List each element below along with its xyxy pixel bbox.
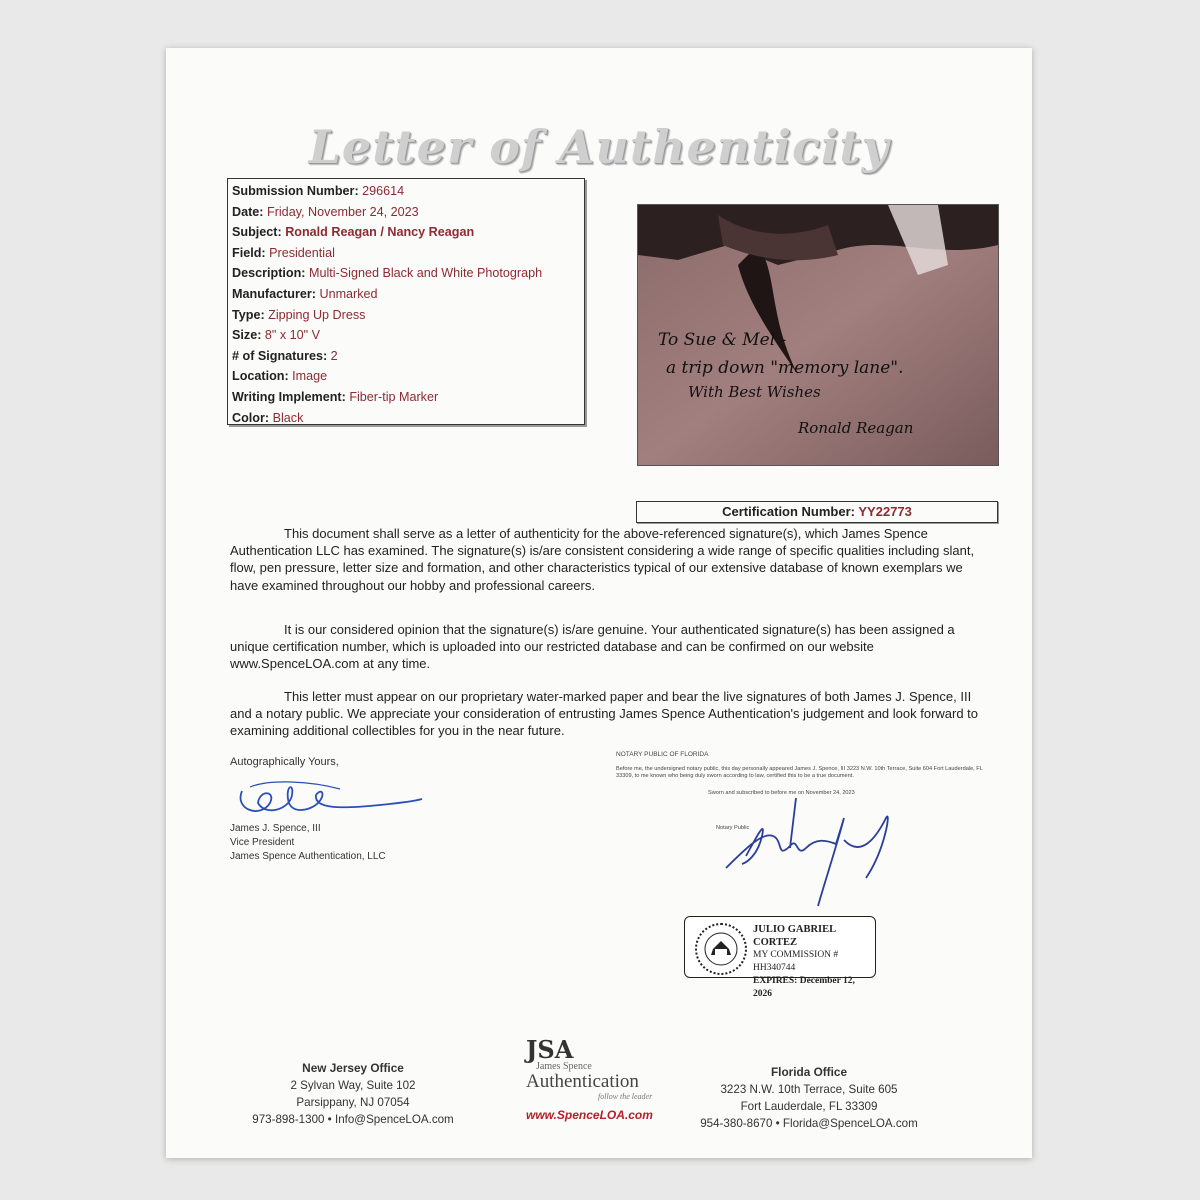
info-row-date — [232, 202, 580, 223]
info-label: Location: — [232, 369, 289, 384]
info-value: Image — [292, 369, 328, 384]
info-row-size — [232, 325, 580, 346]
info-label: Size: — [232, 328, 262, 343]
letter-paper — [166, 48, 1032, 1158]
info-row-type — [232, 305, 580, 326]
nj-office — [228, 1060, 478, 1128]
stamp-name: JULIO GABRIEL CORTEZ — [753, 924, 836, 948]
info-label: Field: — [232, 245, 266, 260]
info-value: Ronald Reagan / Nancy Reagan — [285, 225, 475, 240]
info-label: Submission Number: — [232, 184, 359, 198]
submission-info-box — [227, 178, 585, 425]
info-label: Manufacturer: — [232, 286, 316, 301]
fl-office-contact: 954-380-8670 • Florida@SpenceLOA.com — [700, 1117, 918, 1130]
signer-title: Vice President — [230, 837, 295, 848]
spence-signature — [230, 769, 430, 819]
jsa-logo — [526, 1035, 676, 1138]
fl-office-street: 3223 N.W. 10th Terrace, Suite 605 — [720, 1083, 898, 1096]
jsa-authentication: Authentication — [526, 1071, 639, 1092]
info-row-field — [232, 243, 580, 264]
info-value: 2 — [330, 348, 338, 363]
stamp-commission: MY COMMISSION # HH340744 — [753, 950, 839, 973]
cert-number: YY22773 — [858, 504, 912, 519]
info-row-description — [232, 263, 580, 284]
info-value: Fiber-tip Marker — [349, 389, 439, 404]
signer-name: James J. Spence, III — [230, 823, 321, 834]
signed-photograph — [637, 204, 999, 466]
info-value: Friday, November 24, 2023 — [267, 204, 419, 219]
info-row-submission — [232, 181, 580, 202]
info-label: Subject: — [232, 225, 282, 240]
info-label: Writing Implement: — [232, 389, 346, 404]
signer-company: James Spence Authentication, LLC — [230, 851, 386, 862]
nj-office-contact: 973-898-1300 • Info@SpenceLOA.com — [252, 1113, 454, 1126]
letter-title: Letter of Authenticity — [308, 120, 890, 174]
info-row-signatures — [232, 346, 580, 367]
cert-label: Certification Number: — [722, 504, 855, 519]
info-value: Zipping Up Dress — [268, 307, 366, 322]
info-value: Presidential — [269, 245, 335, 260]
info-value: 8" x 10" V — [264, 328, 321, 343]
inscription-line: a trip down "memory lane". — [666, 358, 904, 378]
jsa-name: James Spence — [536, 1061, 592, 1072]
info-label: Description: — [232, 266, 306, 281]
nj-office-city: Parsippany, NJ 07054 — [296, 1096, 410, 1109]
inscription-line: To Sue & Mel - — [658, 330, 787, 350]
fl-office — [684, 1064, 934, 1132]
info-label: Type: — [232, 307, 265, 322]
info-row-subject — [232, 222, 580, 243]
photograph-image — [638, 205, 998, 465]
jsa-tagline: follow the leader — [598, 1092, 653, 1101]
jsa-mark: JSA — [526, 1035, 574, 1064]
info-value: Multi-Signed Black and White Photograph — [308, 266, 543, 281]
stamp-expires: EXPIRES: December 12, 2026 — [753, 976, 855, 999]
notary-stamp — [684, 916, 876, 999]
state-seal-icon — [695, 923, 747, 975]
jsa-url: www.SpenceLOA.com — [526, 1108, 653, 1122]
notary-body: Before me, the undersigned notary public, this day personally appeared James J. Spence, III 3223 N.W. 10th Terrace, Suite 604 Fort Lauderdale, FL 33309, to me known who being duly sworn according to law, certified this to be a true document. — [616, 766, 983, 779]
info-row-location — [232, 366, 580, 387]
nj-office-heading: New Jersey Office — [302, 1061, 404, 1075]
nj-office-street: 2 Sylvan Way, Suite 102 — [290, 1079, 416, 1092]
info-label: # of Signatures: — [232, 348, 328, 363]
inscription-line: With Best Wishes — [688, 383, 821, 401]
info-row-manufacturer — [232, 284, 580, 305]
info-label: Date: — [232, 204, 264, 219]
info-row-color — [232, 408, 580, 429]
info-value: 296614 — [362, 184, 405, 198]
notary-heading: NOTARY PUBLIC OF FLORIDA — [616, 751, 709, 758]
fl-office-heading: Florida Office — [770, 1065, 848, 1079]
certification-number-box — [636, 501, 998, 523]
closing-text: Autographically Yours, — [230, 756, 339, 768]
info-label: Color: — [232, 410, 270, 425]
fl-office-city: Fort Lauderdale, FL 33309 — [740, 1100, 878, 1113]
info-value: Unmarked — [319, 286, 378, 301]
notary-sworn: Sworn and subscribed to before me on November 24, 2023 — [708, 790, 855, 796]
paragraph-1: This document shall serve as a letter of authenticity for the above-referenced signature(s), which James Spence Authentication LLC has examined. The signature(s) is/are consistent considering a wide range of specific qualities including slant, flow, pen pressure, letter size and formation, and other characteristics typical of our extensive database of known exemplars we have examined throughout our hobby and professional careers. — [230, 526, 975, 593]
inscription-signature: Ronald Reagan — [798, 419, 914, 437]
info-row-implement — [232, 387, 580, 408]
signer-block — [230, 755, 430, 864]
paragraph-3: This letter must appear on our proprietary water-marked paper and bear the live signatures of both James J. Spence, III and a notary public. We appreciate your consideration of entrusting James Spence Authentication's judgement and look forward to examining additional collectibles for you in the near future. — [230, 689, 979, 739]
info-value: Black — [272, 410, 304, 425]
paragraph-2: It is our considered opinion that the signature(s) is/are genuine. Your authenticated signature(s) has been assigned a unique certification number, which is uploaded into our restricted database and can be confirmed on our website www.SpenceLOA.com at any time. — [230, 622, 955, 672]
notary-role: Notary Public — [716, 825, 750, 831]
notary-signature — [686, 778, 916, 908]
